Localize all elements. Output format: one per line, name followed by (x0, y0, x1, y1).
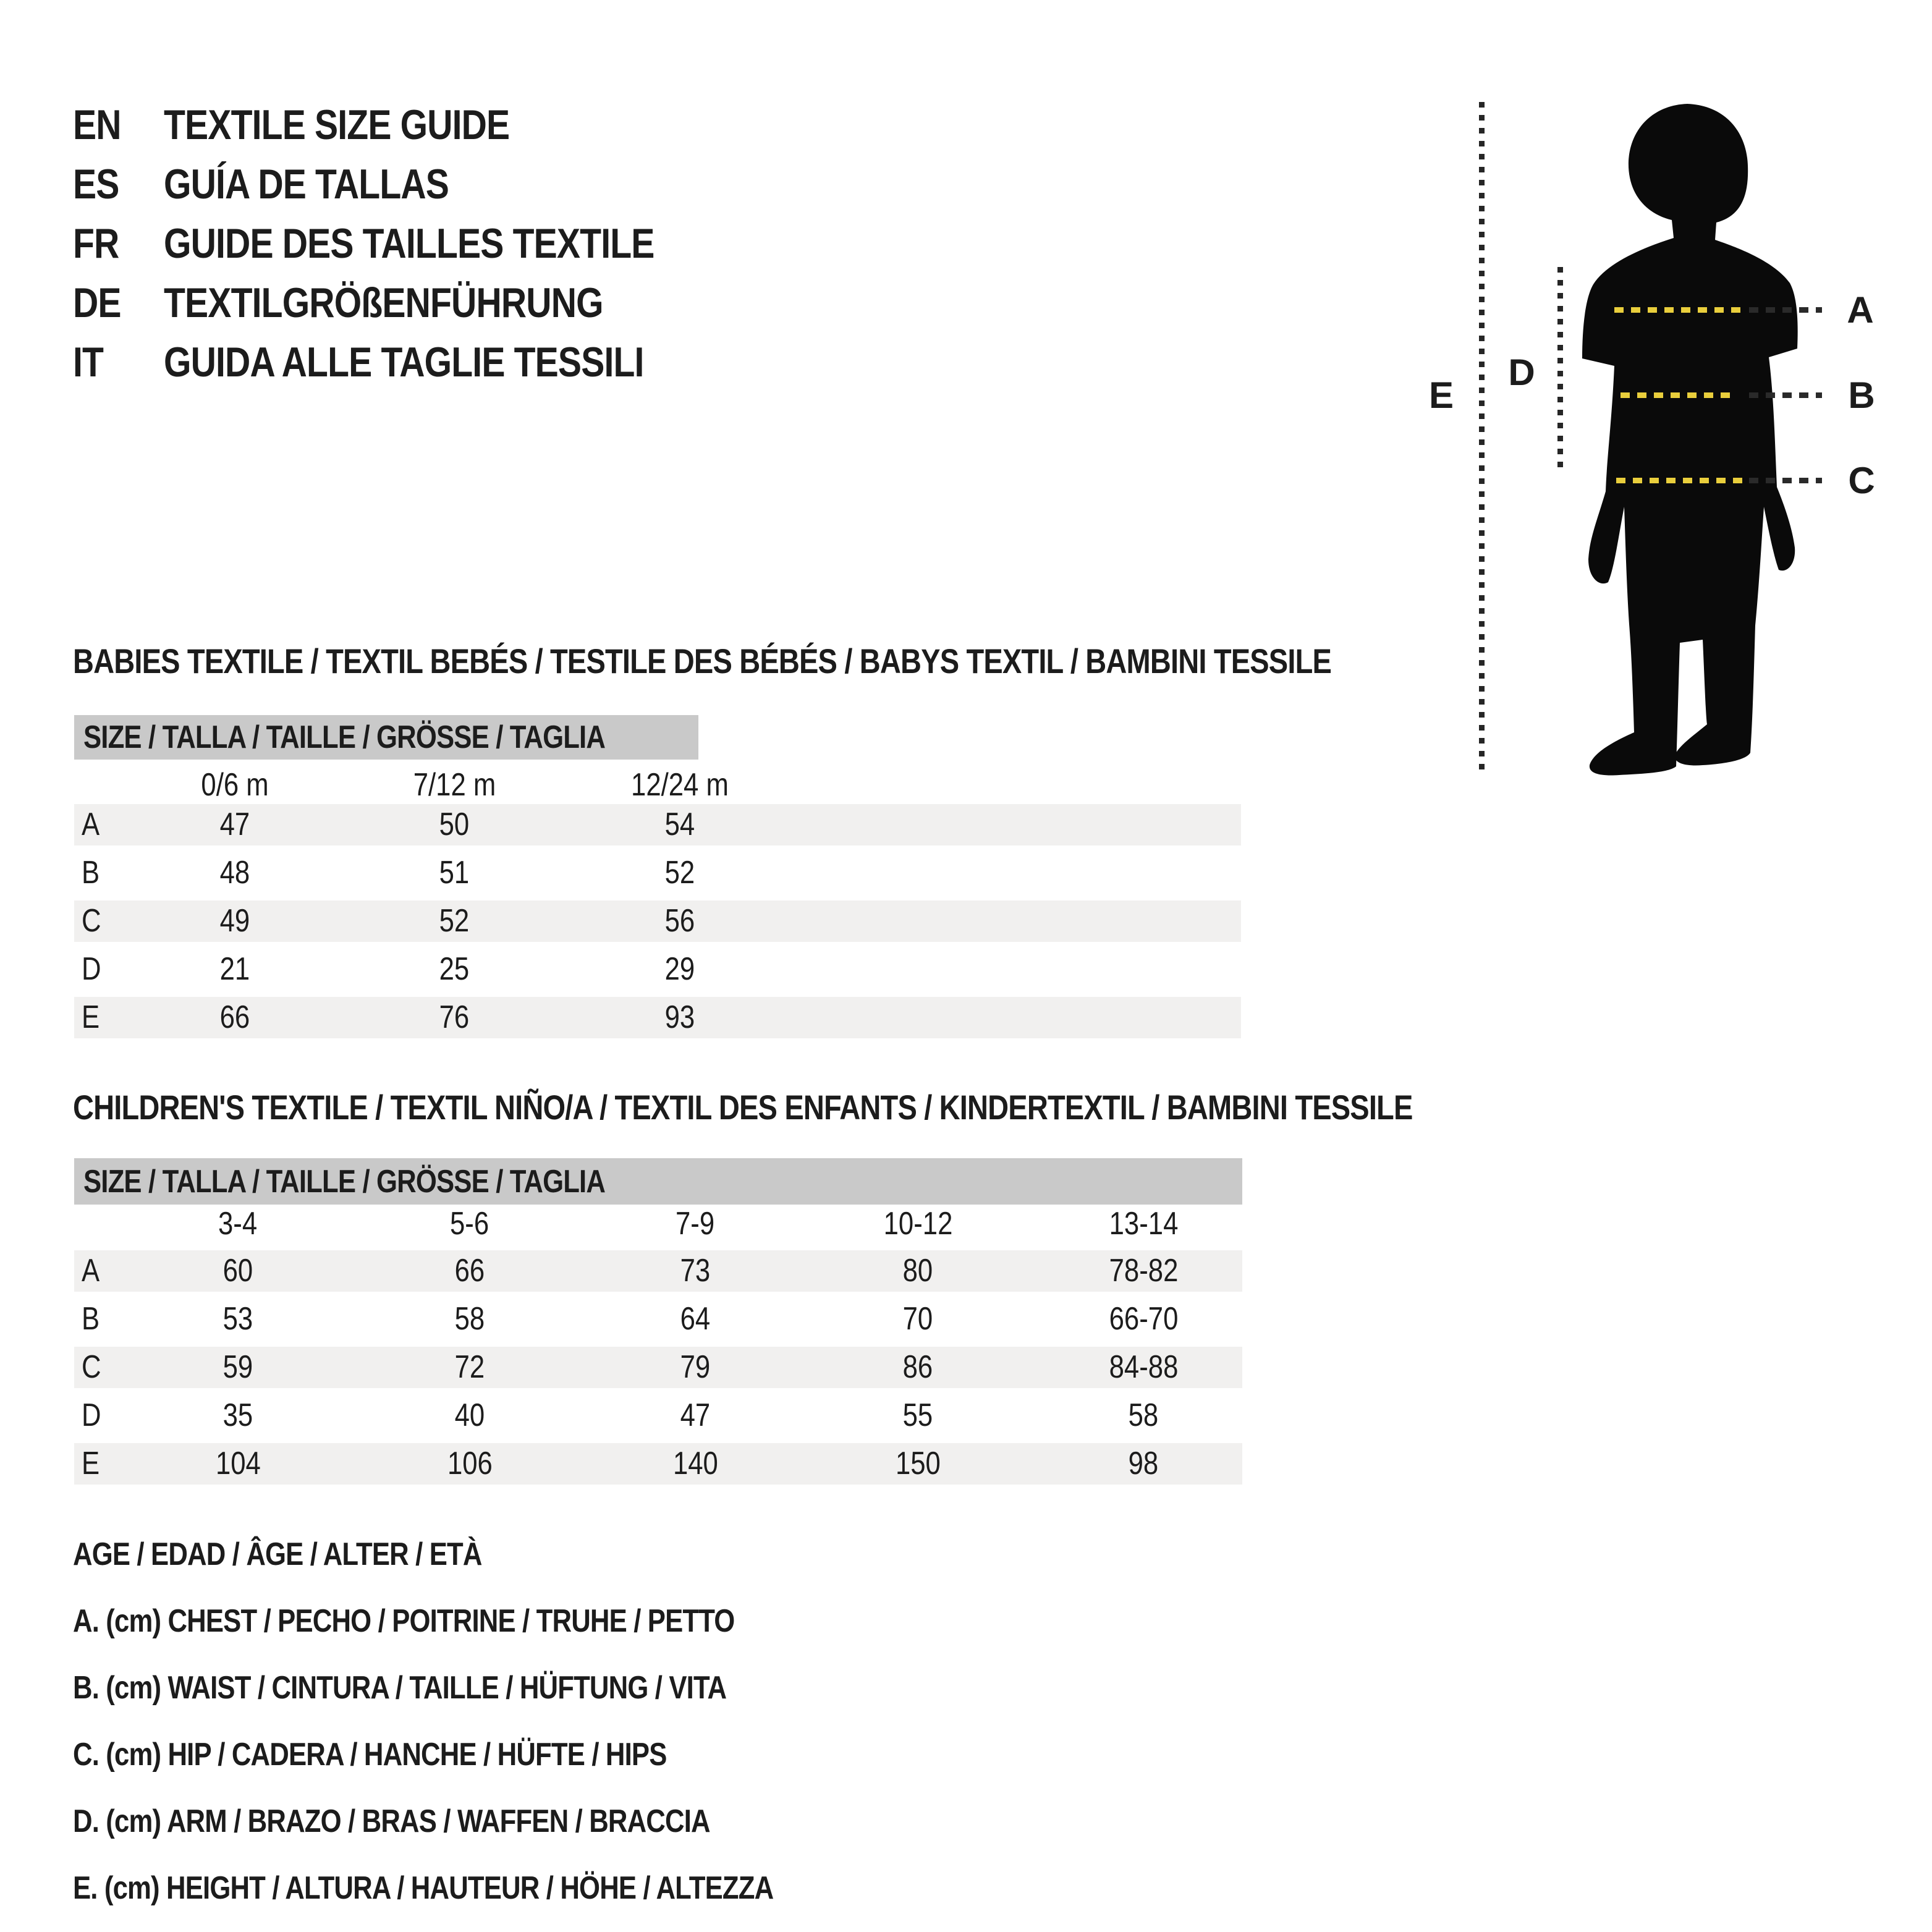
figure-label-c: C (1848, 460, 1875, 501)
babies-size-header-text: SIZE / TALLA / TAILLE / GRÖSSE / TAGLIA (83, 719, 606, 755)
children-col-5-6: 5-6 (450, 1206, 489, 1242)
child-silhouette-figure (1570, 99, 1817, 779)
children-col-10-12: 10-12 (883, 1206, 952, 1242)
babies-table-title: BABIES TEXTILE / TEXTIL BEBÉS / TESTILE DES BÉBÉS / BABYS TEXTIL / BAMBINI TESSILE (73, 642, 1332, 680)
children-col-13-14: 13-14 (1109, 1206, 1178, 1242)
children-row-a: A 60 66 73 80 78-82 (74, 1250, 1242, 1292)
legend-height: E. (cm) HEIGHT / ALTURA / HAUTEUR / HÖHE / ALTEZZA (73, 1870, 774, 1906)
lang-code-en: EN (73, 101, 121, 148)
legend-arm: D. (cm) ARM / BRAZO / BRAS / WAFFEN / BRACCIA (73, 1803, 710, 1839)
children-row-c: C 59 72 79 86 84-88 (74, 1347, 1242, 1388)
figure-label-b: B (1848, 375, 1875, 416)
chest-measure-line-a-black (1749, 307, 1822, 313)
figure-label-d: D (1508, 352, 1535, 393)
babies-row-b: B 48 51 52 (82, 855, 695, 891)
arm-measure-line-d (1557, 267, 1563, 472)
babies-row-a: A 47 50 54 (74, 804, 1241, 845)
hip-measure-line-c-black (1749, 478, 1822, 483)
children-row-e: E 104 106 140 150 98 (74, 1443, 1242, 1485)
babies-row-c: C 49 52 56 (74, 900, 1241, 942)
children-table-title: CHILDREN'S TEXTILE / TEXTIL NIÑO/A / TEXTIL DES ENFANTS / KINDERTEXTIL / BAMBINI TESSILE (73, 1088, 1413, 1127)
babies-row-d: D 21 25 29 (82, 951, 695, 987)
babies-col-12-24m: 12/24 m (631, 767, 729, 803)
lang-code-es: ES (73, 161, 119, 208)
children-col-3-4: 3-4 (218, 1206, 258, 1242)
children-size-header-text: SIZE / TALLA / TAILLE / GRÖSSE / TAGLIA (83, 1163, 606, 1200)
waist-measure-line-b-yellow (1621, 392, 1735, 398)
figure-label-e: E (1428, 375, 1454, 416)
legend-age: AGE / EDAD / ÂGE / ALTER / ETÀ (73, 1536, 482, 1572)
children-size-header-bar (74, 1158, 1242, 1205)
chest-measure-line-a-yellow (1614, 307, 1742, 313)
waist-measure-line-b-black (1749, 392, 1822, 398)
children-row-d: D 35 40 47 55 58 (82, 1397, 1159, 1433)
lang-title-it: GUIDA ALLE TAGLIE TESSILI (164, 339, 644, 386)
legend-chest: A. (cm) CHEST / PECHO / POITRINE / TRUHE / PETTO (73, 1603, 735, 1639)
lang-title-de: TEXTILGRÖßENFÜHRUNG (164, 279, 603, 326)
lang-title-en: TEXTILE SIZE GUIDE (164, 101, 510, 148)
lang-code-fr: FR (73, 220, 119, 267)
children-row-b: B 53 58 64 70 66-70 (82, 1301, 1178, 1337)
lang-code-it: IT (73, 339, 104, 386)
babies-size-header-bar (74, 715, 698, 760)
babies-col-0-6m: 0/6 m (201, 767, 269, 803)
lang-code-de: DE (73, 279, 121, 326)
hip-measure-line-c-yellow (1616, 478, 1746, 483)
legend-waist: B. (cm) WAIST / CINTURA / TAILLE / HÜFTUNG / VITA (73, 1670, 727, 1706)
lang-title-fr: GUIDE DES TAILLES TEXTILE (164, 220, 655, 267)
legend-hip: C. (cm) HIP / CADERA / HANCHE / HÜFTE / HIPS (73, 1737, 667, 1773)
children-col-7-9: 7-9 (676, 1206, 715, 1242)
figure-label-a: A (1847, 289, 1874, 331)
lang-title-es: GUÍA DE TALLAS (164, 161, 449, 208)
babies-row-e: E 66 76 93 (74, 997, 1241, 1038)
babies-col-7-12m: 7/12 m (413, 767, 496, 803)
